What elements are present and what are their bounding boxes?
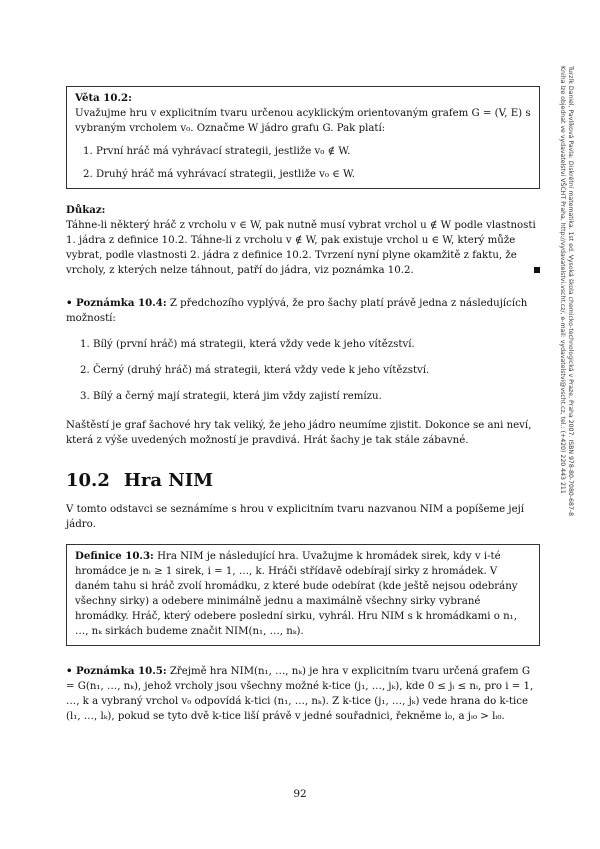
theorem-item-1: 1. První hráč má vyhrávací strategii, jestliže v₀ ∉ W. (83, 146, 351, 157)
section-intro: V tomto odstavci se seznámíme s hrou v explicitním tvaru nazvanou NIM a popíšeme její jádro. (66, 504, 525, 530)
page-content (66, 86, 540, 724)
note-10-4-list (66, 337, 540, 404)
proof-title: Důkaz: (66, 204, 106, 216)
publisher-sidebar (552, 66, 592, 586)
note-10-4-item-3: 3. Bílý a černý mají strategii, která jim vždy zajistí remízu. (80, 391, 382, 402)
sidebar-citation: Turzík Daniel, Pavlíková Pavla: Diskrétní matematika. 1st ed. Vysoká škola chemicko-technologická v Praze, Praha 2007. ISBN 978-80-7080-687-8 (567, 66, 574, 517)
note-10-4-paragraph (66, 296, 540, 326)
definition-box (66, 544, 540, 646)
theorem-title: Věta 10.2: (75, 92, 132, 104)
proof-body (66, 218, 540, 278)
chess-paragraph: Naštěstí je graf šachové hry tak veliký, že jeho jádro neumíme zjistit. Dokonce se ani neví, která z výše uvedených možností je pravdivá. Hrát šachy je tak stále zábavné. (66, 420, 532, 446)
theorem-box (66, 86, 540, 189)
page-number: 92 (293, 788, 307, 800)
section-heading (66, 470, 540, 492)
theorem-list (75, 144, 531, 182)
note-10-4-body: Z předchozího vyplývá, že pro šachy platí právě jedna z následujících možností: (66, 298, 528, 324)
sidebar-order-info: Kniha lze objednat ve vydavatelství VŠCHT Praha, http://vydavatelstvi.vscht.cz/, e-mail: vydavatelstvi@vscht.cz, tel.: (+420) 220 443 211 (559, 66, 566, 494)
note-10-4-item-1: 1. Bílý (první hráč) má strategii, která vždy vede k jeho vítězství. (80, 339, 415, 350)
proof-text: Táhne-li některý hráč z vrcholu v ∈ W, pak nutně musí vybrat vrchol u ∉ W podle vlastnosti 1. jádra z definice 10.2. Táhne-li z vrcholu v ∉ W, pak existuje vrchol u ∈ W, který může vybrat, podle vlastnosti 2. jádra z definice 10.2. Tvrzení nyní plyne okamžitě z faktu, že vrcholy, z kterých nelze táhnout, patří do jádra, viz poznámka 10.2. (66, 220, 536, 276)
note-10-4-title: • Poznámka 10.4: (66, 297, 167, 309)
section-title: Hra NIM (123, 470, 214, 491)
section-number: 10.2 (66, 470, 110, 491)
theorem-body: Uvažujme hru v explicitním tvaru určenou acyklickým orientovaným grafem G = (V, E) s vybraným vrcholem v₀. Označme W jádro grafu G. Pak platí: (75, 108, 531, 134)
note-10-5-title: • Poznámka 10.5: (66, 665, 167, 677)
definition-title: Definice 10.3: (75, 550, 154, 562)
theorem-item-2: 2. Druhý hráč má vyhrávací strategii, jestliže v₀ ∈ W. (83, 169, 355, 180)
note-10-4-item-2: 2. Černý (druhý hráč) má strategii, která vždy vede k jeho vítězství. (80, 365, 430, 376)
note-10-4 (66, 296, 540, 404)
proof-block (66, 203, 540, 278)
note-10-5 (66, 664, 540, 724)
qed-square-icon (534, 267, 540, 273)
definition-body: Hra NIM je následující hra. Uvažujme k hromádek sirek, kdy v i-té hromádce je nᵢ ≥ 1 sirek, i = 1, …, k. Hráči střídavě odebírají sirky z hromádek. V daném tahu si hráč zvolí hromádku, z které bude odebírat (kde ještě nejsou odebrány všechny sirky) a odebere minimálně jednu a maximálně všechny sirky vybrané hromádky. Hráč, který odebere poslední sirku, vyhrál. Hru NIM s k hromádkami o n₁, …, nₖ sirkách budeme značit NIM(n₁, …, nₖ). (75, 551, 518, 637)
note-10-5-body: Zřejmě hra NIM(n₁, …, nₖ) je hra v explicitním tvaru určená grafem G = G(n₁, …, nₖ), jehož vrcholy jsou všechny možné k-tice (j₁, …, jₖ), kde 0 ≤ jᵢ ≤ nᵢ, pro i = 1, …, k a vybraný vrchol v₀ odpovídá k-tici (n₁, …, nₖ). Z k-tice (j₁, …, jₖ) vede hrana do k-tice (l₁, …, lₖ), pokud se tyto dvě k-tice liší právě v jedné souřadnici, řekněme i₀, a jᵢ₀ > lᵢ₀. (66, 666, 534, 722)
